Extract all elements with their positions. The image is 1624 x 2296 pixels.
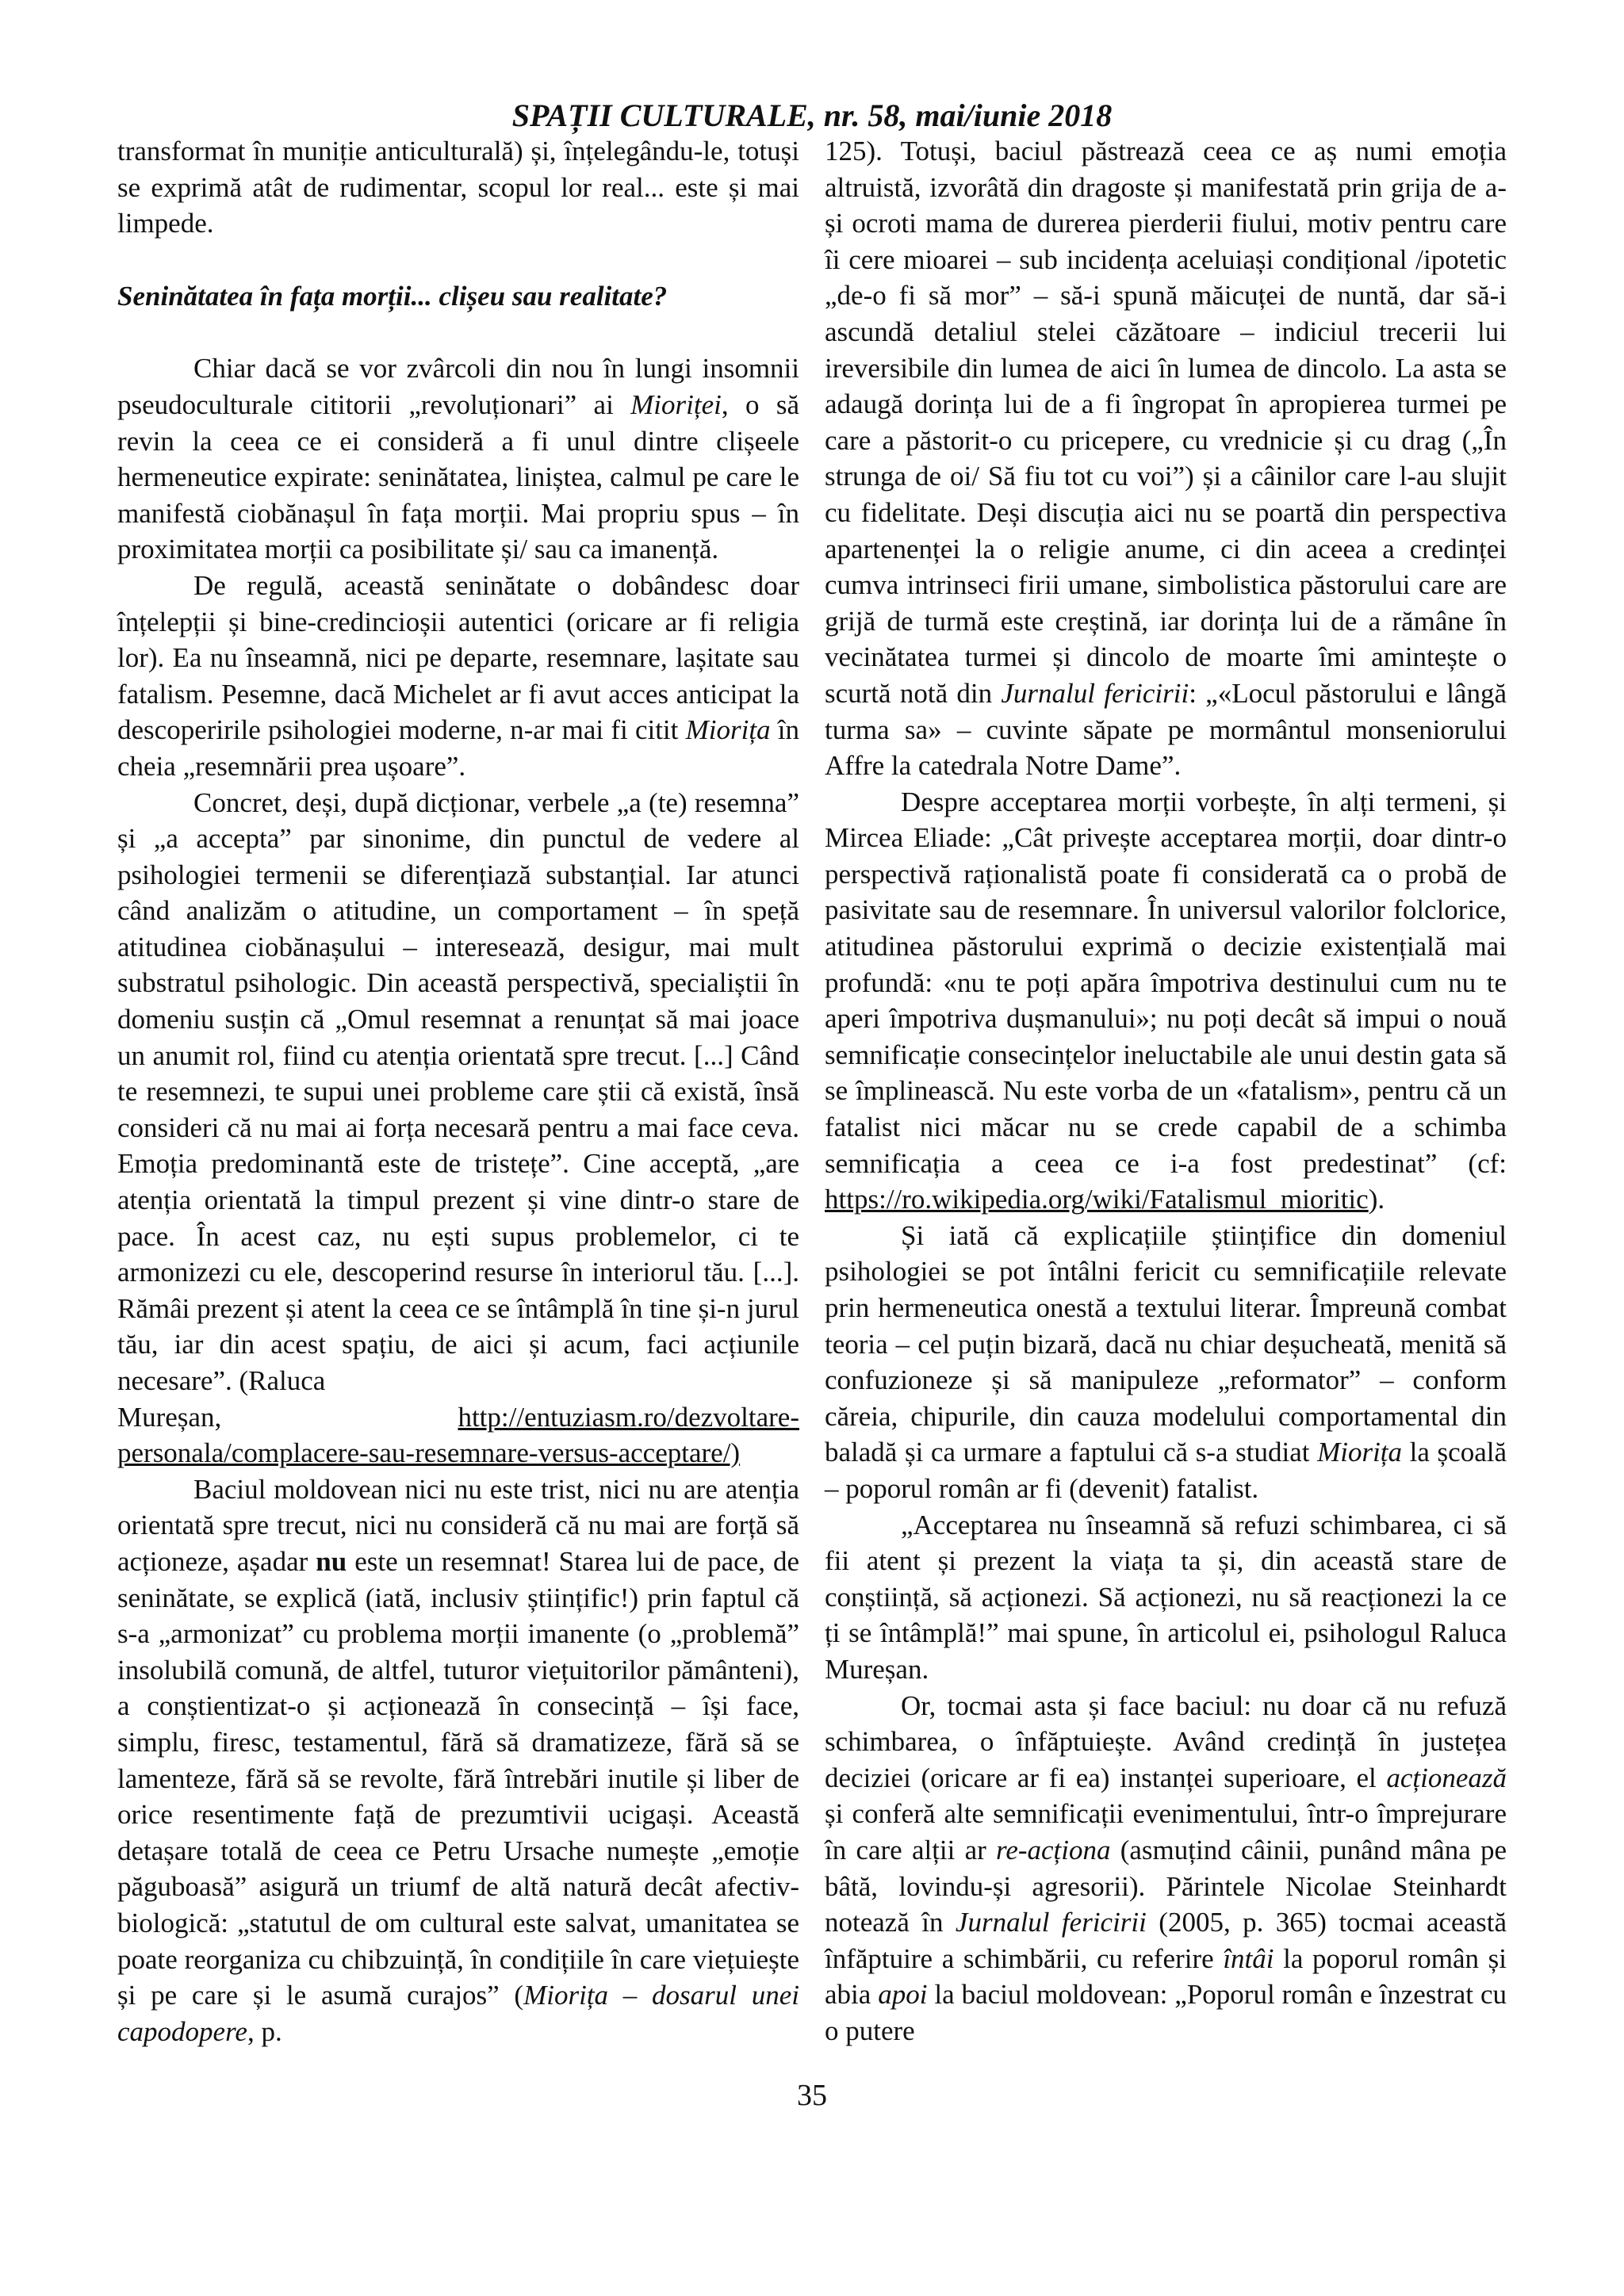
citation-line: Mureșan, http://entuziasm.ro/dezvoltare- xyxy=(117,1401,799,1433)
wikipedia-link[interactable]: https://ro.wikipedia.org/wiki/Fatalismul_mioritic xyxy=(825,1184,1369,1215)
paragraph: Chiar dacă se vor zvârcoli din nou în lungi insomnii pseudoculturale cititorii „revoluționari” ai Mioriței, o să revin la ceea ce ei consideră a fi unul dintre clișeele hermeneutice expirate: seninătatea, liniștea, calmul pe care le manifestă ciobănașul în fața morții. Mai propriu spus – în proximitatea morții ca posibilitate și/ sau ca imanență. xyxy=(117,353,799,565)
right-column xyxy=(825,133,1507,2049)
paragraph-continuation: 125). Totuși, baciul păstrează ceea ce aș numi emoția altruistă, izvorâtă din dragoste și manifestată prin grija de a-și ocroti mama de durerea pierderii fiului, motiv pentru care îi cere mioarei – sub incidența aceluiași condițional /ipotetic „de-o fi să mor” – să-i spună măicuței de nuntă, dar să-i ascundă detaliul stelei căzătoare – indiciul trecerii lui ireversibile din lumea de aici în lumea de dincolo. La asta se adaugă dorința lui de a fi îngropat în apropierea turmei pe care a păstorit-o cu pricepere, cu vrednicie și cu drag („În strunga de oi/ Să fiu tot cu voi”) și a câinilor care l-au slujit cu fidelitate. Deși discuția aici nu se poartă din perspectiva apartenenței la o religie anume, ci din aceea a credinței cumva intrinseci firii umane, simbolistica păstorului care are grijă de turmă este creștină, iar dorința lui de a rămâne în vecinătatea turmei și dincolo de moarte îmi amintește o scurtă notă din Jurnalul fericirii: „«Locul păstorului e lângă turma sa» – cuvinte săpate pe mormântul monseniorului Affre la catedrala Notre Dame”. xyxy=(825,136,1507,782)
paragraph: Or, tocmai asta și face baciul: nu doar că nu refuză schimbarea, o înfăptuiește. Având credință în justețea deciziei (oricare ar fi ea) instanței superioare, el acționează și conferă alte semnificații evenimentului, într-o împrejurare în care alții ar re-acționa (asmuțind câinii, punând mâna pe bâtă, lovindu-și agresorii). Părintele Nicolae Steinhardt notează în Jurnalul fericirii (2005, p. 365) tocmai această înfăptuire a schimbării, cu referire întâi la poporul român și abia apoi la baciul moldovean: „Poporul român e înzestrat cu o putere xyxy=(825,1689,1507,2046)
paragraph: Baciul moldovean nici nu este trist, nici nu are atenția orientată spre trecut, nici nu consideră că nu mai are forță să acționeze, așadar nu este un resemnat! Starea lui de pace, de seninătate, se explică (iată, inclusiv științific!) prin faptul că s-a „armonizat” cu problema morții imanente (o „problemă” insolubilă comună, de altfel, tuturor viețuitorilor pământeni), a conștientizat-o și acționează în consecință – își face, simplu, firesc, testamentul, fără să dramatizeze, fără să se lamenteze, fără să se revolte, fără întrebări inutile și liber de orice resentimente față de prezumtivii ucigași. Această detașare totală de ceea ce Petru Ursache numește „emoție păguboasă” asigură un triumf de altă natură decât afectiv-biologică: „statutul de om cultural este salvat, umanitatea se poate reorganiza cu chibzuință, în condițiile în care viețuiește și pe care și le asumă curajos” (Miorița – dosarul unei capodopere, p. xyxy=(117,1473,799,2047)
paragraph: „Acceptarea nu înseamnă să refuzi schimbarea, ci să fii atent și prezent la viața ta și, din această stare de conștiință, să acționezi. Să acționezi, nu să reacționezi la ce ți se întâmplă!” mai spune, în articolul ei, psihologul Raluca Mureșan. xyxy=(825,1509,1507,1685)
page-number: 35 xyxy=(797,2079,827,2112)
citation-link[interactable]: http://entuziasm.ro/dezvoltare- xyxy=(458,1401,799,1433)
section-subtitle: Seninătatea în fața morții... clișeu sau realitate? xyxy=(117,280,668,312)
paragraph: Concret, deși, după dicționar, verbele „a (te) resemna” și „a accepta” par sinonime, din punctul de vedere al psihologiei termenii se diferențiază substanțial. Iar atunci când analizăm o atitudine, un comportament – în speță atitudinea ciobănașului – interesează, desigur, mai mult substratul psihologic. Din această perspectivă, specialiștii în domeniu susțin că „Omul resemnat a renunțat să mai joace un anumit rol, fiind cu atenția orientată spre trecut. [...] Când te resemnezi, te supui unei probleme care știi că există, însă consideri că nu mai ai forța necesară pentru a mai face ceva. Emoția predominantă este de tristețe”. Cine acceptă, „are atenția orientată la timpul prezent și vine dintr-o stare de pace. În acest caz, nu ești supus problemelor, ci te armonizezi cu ele, descoperind resurse în interiorul tău. [...]. Rămâi prezent și atent la ceea ce se întâmplă în tine și-n jurul tău, iar din acest spațiu, de aici și acum, faci acțiunile necesare”. (Raluca xyxy=(117,786,799,1396)
citation-link-continued[interactable]: personala/complacere-sau-resemnare-versus-acceptare/) xyxy=(117,1437,741,1469)
paragraph-continuation: transformat în muniție anticulturală) și, înțelegându-le, totuși se exprimă atât de rudimentar, scopul lor real... este și mai limpede. xyxy=(117,136,799,239)
paragraph: De regulă, această seninătate o dobândesc doar înțelepții și bine-credincioșii autentici (oricare ar fi religia lor). Ea nu înseamnă, nici pe departe, resemnare, lașitate sau fatalism. Pesemne, dacă Michelet ar fi avut acces anticipat la descoperirile psihologiei moderne, n-ar mai fi citit Miorița în cheia „resemnării prea ușoare”. xyxy=(117,569,799,782)
journal-header: SPAȚII CULTURALE, nr. 58, mai/iunie 2018 xyxy=(511,98,1113,133)
paragraph: Și iată că explicațiile științifice din domeniul psihologiei se pot întâlni fericit cu semnificațiile relevate prin hermeneutica onestă a textului literar. Împreună combat teoria – cel puțin bizară, dacă nu chiar deșucheată, menită să confuzioneze și să manipuleze „reformator” – conform căreia, chipurile, din cauza modelului comportamental din baladă și ca urmare a faptului că s-a studiat Miorița la școală – poporul român ar fi (devenit) fatalist. xyxy=(825,1219,1507,1504)
left-column xyxy=(117,133,799,2049)
paragraph: Despre acceptarea morții vorbește, în alți termeni, și Mircea Eliade: „Cât privește acceptarea morții, doar dintr-o perspectivă raționalistă poate fi considerată ca o probă de pasivitate sau de resemnare. În universul valorilor folclorice, atitudinea păstorului exprimă o decizie existențială mai profundă: «nu te poți apăra împotriva destinului cum nu te aperi împotriva dușmanului»; nu poți decât să impui o nouă semnificație consecințelor ineluctabile ale unui destin gata să se împlinească. Nu este vorba de un «fatalism», pentru că un fatalist nici măcar nu se crede capabil de a schimba semnificația a ceea ce i-a fost predestinat” (cf: https://ro.wikipedia.org/wiki/Fatalismul_mioritic). xyxy=(825,786,1507,1215)
